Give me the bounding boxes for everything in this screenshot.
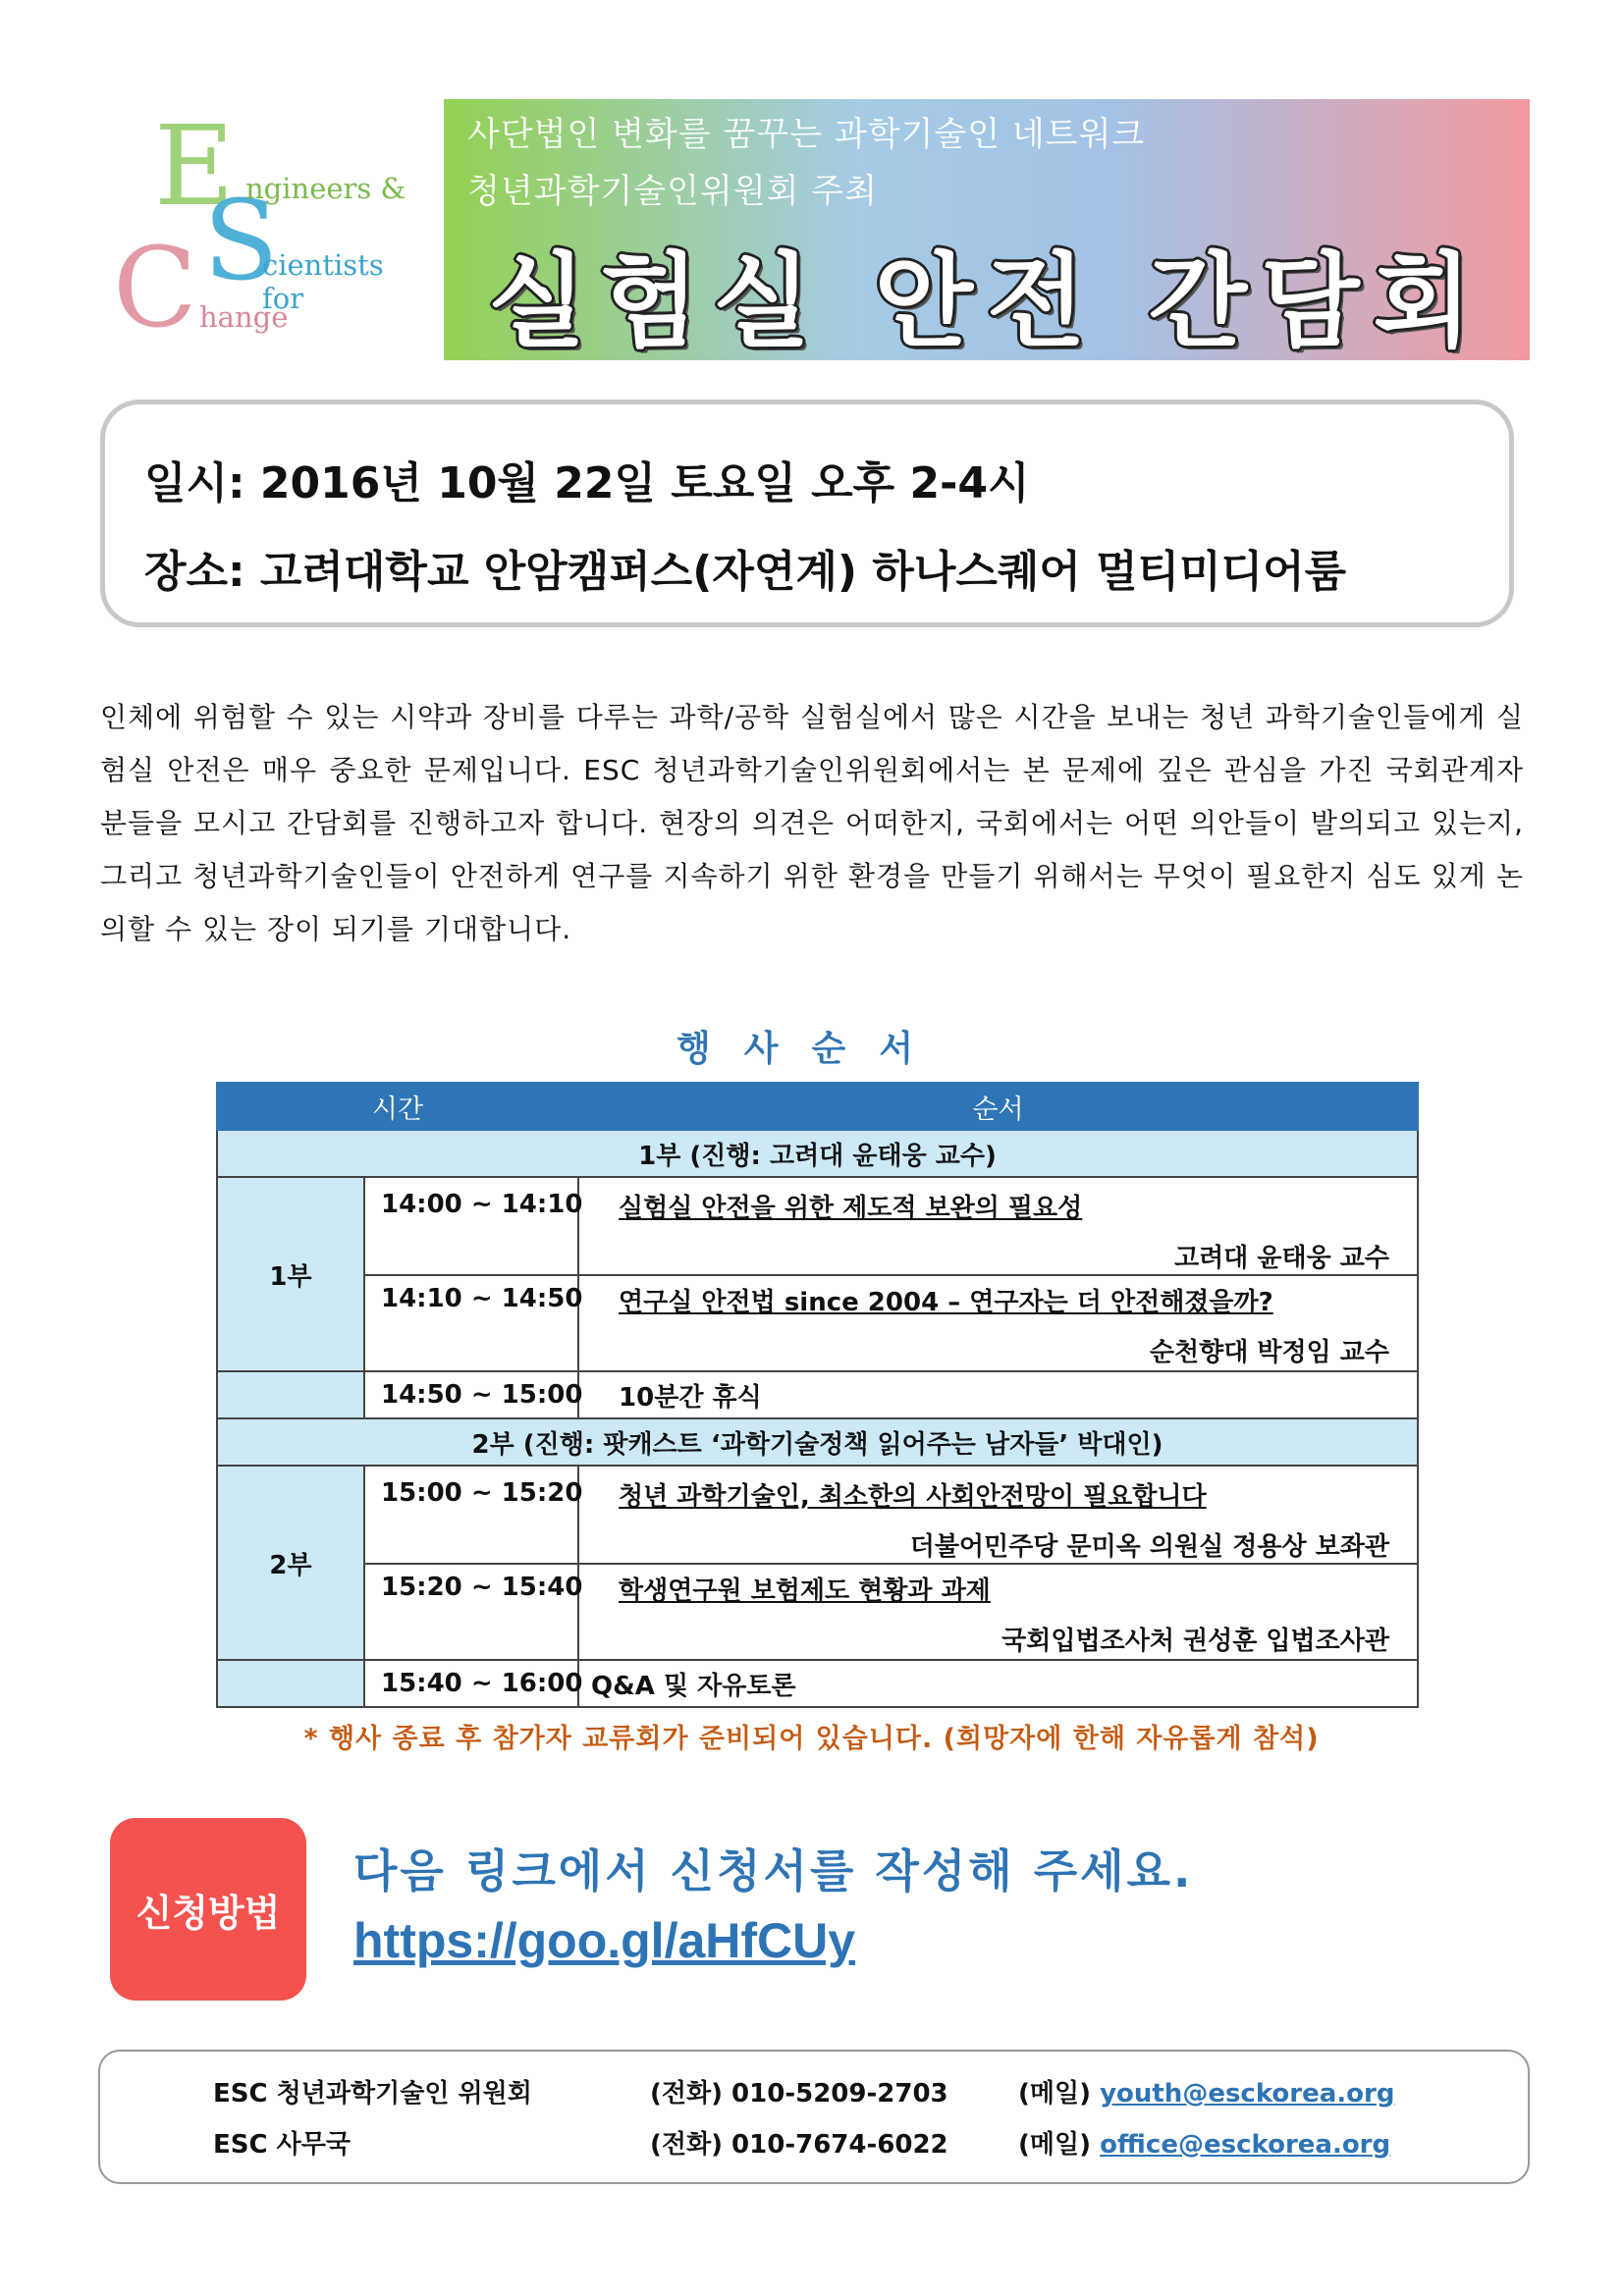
session-time: 14:50 ~ 15:00 [364,1371,578,1418]
logo-word-engineers: ngineers & [245,172,406,205]
session-speaker: 더불어민주당 문미옥 의원실 정용상 보좌관 [909,1532,1389,1562]
session-cell [578,1177,1418,1275]
apply-link[interactable]: https://goo.gl/aHfCUy [353,1913,856,1968]
contact-email-link[interactable]: office@esckorea.org [1100,2130,1391,2160]
intro-paragraph: 인체에 위험할 수 있는 시약과 장비를 다루는 과학/공학 실험실에서 많은 시간을 보내는 청년 과학기술인들에게 실험실 안전은 매우 중요한 문제입니다. ESC 청년과학기술인위원회에서는 본 문제에 깊은 관심을 가진 국회관계자 분들을 모시고 간담회를 진행하고자 합니다. 현장의 의견은 어떠한지, 국회에서는 어떤 의안들이 발의되고 있는지, 그리고 청년과학기술인들이 안전하게 연구를 지속하기 위한 환경을 만들기 위해서는 무엇이 필요한지 심도 있게 논의할 수 있는 장이 되기를 기대합니다. [100,701,1524,945]
session-title: 실험실 안전을 위한 제도적 보완의 필요성 [619,1194,1083,1223]
contact-org: ESC 사무국 [213,2130,351,2160]
session-time: 15:40 ~ 16:00 [364,1660,578,1707]
header-order: 순서 [578,1083,1418,1130]
event-title: 실험실 안전 간담회 [487,241,1487,361]
title-banner [444,99,1530,360]
session-time: 15:00 ~ 15:20 [364,1466,578,1564]
part2-section-row [217,1418,1418,1466]
program-title: 행사순서 [676,1029,947,1069]
table-row [217,1466,1418,1564]
header-time: 시간 [217,1083,578,1130]
session-speaker: 순천향대 박정임 교수 [1149,1338,1389,1367]
session-title: 학생연구원 보험제도 현황과 과제 [619,1576,991,1606]
session-cell [578,1466,1418,1564]
contact-mail [1018,2073,1394,2109]
session-title: 연구실 안전법 since 2004 – 연구자는 더 안전해졌을까? [619,1288,1273,1317]
logo-letter-c: C [113,225,197,352]
session-title: 10분간 휴식 [578,1371,1418,1418]
program-header-row [217,1083,1418,1130]
contact-box [98,2050,1530,2184]
contact-phone: (전화) 010-7674-6022 [650,2130,948,2160]
contact-phone: (전화) 010-5209-2703 [650,2079,948,2109]
contact-mail [1018,2124,1390,2161]
session-time: 14:10 ~ 14:50 [364,1275,578,1371]
session-cell [578,1564,1418,1660]
table-row [217,1177,1418,1275]
event-info-box [100,400,1514,627]
part1-label: 1부 [217,1177,364,1371]
event-place: 장소: 고려대학교 안암캠퍼스(자연계) 하나스퀘어 멀티미디어룸 [144,547,1347,597]
session-time: 14:00 ~ 14:10 [364,1177,578,1275]
contact-mail-label: (메일) [1018,2130,1091,2160]
part1-section: 1부 (진행: 고려대 윤태웅 교수) [217,1130,1418,1177]
contact-email-link[interactable]: youth@esckorea.org [1100,2079,1395,2109]
esc-logo [113,103,427,352]
apply-instruction: 다음 링크에서 신청서를 작성해 주세요. [353,1844,1194,1897]
table-row [217,1564,1418,1660]
part2-qa-spacer [217,1660,364,1707]
program-table [216,1082,1419,1708]
part1-break-spacer [217,1371,364,1418]
session-title: Q&A 및 자유토론 [578,1660,1418,1707]
session-cell [578,1275,1418,1371]
contact-org: ESC 청년과학기술인 위원회 [213,2079,532,2109]
part1-section-row [217,1130,1418,1177]
logo-word-change: hange [199,300,289,334]
session-speaker: 국회입법조사처 권성훈 입법조사관 [1001,1627,1389,1656]
banner-organizer: 사단법인 변화를 꿈꾸는 과학기술인 네트워크 [467,115,1146,154]
table-row [217,1275,1418,1371]
logo-letter-s: S [203,178,279,305]
logo-letter-e: E [154,103,235,231]
session-time: 15:20 ~ 15:40 [364,1564,578,1660]
banner-host: 청년과학기술인위원회 주최 [467,172,878,211]
logo-word-scientists: cientists for [262,248,384,315]
part2-section: 2부 (진행: 팟캐스트 ‘과학기술정책 읽어주는 남자들’ 박대인) [217,1418,1418,1466]
table-row [217,1660,1418,1707]
program-note: * 행사 종료 후 참가자 교류회가 준비되어 있습니다. (희망자에 한해 자유롭게 참석) [303,1724,1320,1754]
session-title: 청년 과학기술인, 최소한의 사회안전망이 필요합니다 [619,1482,1207,1512]
part2-label: 2부 [217,1466,364,1660]
table-row [217,1371,1418,1418]
session-speaker: 고려대 윤태웅 교수 [1173,1244,1389,1273]
apply-method-badge: 신청방법 [110,1818,306,2001]
contact-mail-label: (메일) [1018,2079,1091,2109]
event-date: 일시: 2016년 10월 22일 토요일 오후 2-4시 [144,458,1030,508]
